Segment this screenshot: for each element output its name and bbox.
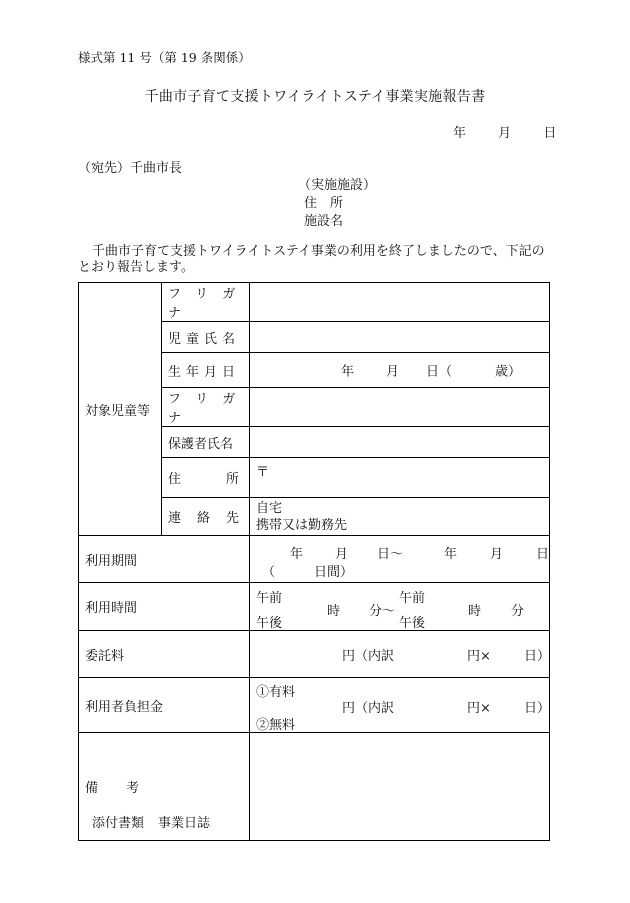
fee-label: 委託料	[79, 631, 250, 678]
date-year: 年	[453, 126, 467, 141]
facility-name-label: 施設名	[304, 214, 344, 229]
facility-address-label: 住 所	[304, 196, 344, 211]
time-field[interactable]: 午前 午後 時 分〜 午前 午後 時 分	[250, 583, 550, 631]
birth-date-field[interactable]	[250, 353, 550, 388]
child-furigana-label: フ リ ガ ナ	[162, 283, 250, 322]
time-label: 利用時間	[79, 583, 250, 631]
report-table	[78, 282, 550, 841]
form-number: 様式第 11 号（第 19 条関係）	[78, 50, 251, 65]
remarks-label: 備 考	[79, 733, 250, 841]
child-name-label: 児童氏名	[162, 322, 250, 353]
contact-field[interactable]	[250, 498, 550, 536]
birth-year: 年	[341, 364, 355, 380]
remarks-field[interactable]	[250, 733, 550, 841]
contact-mobile: 携帯又は勤務先	[256, 517, 348, 533]
facility-block	[298, 177, 376, 231]
burden-label: 利用者負担金	[79, 678, 250, 733]
child-furigana-field[interactable]	[250, 283, 550, 322]
attachment-line	[92, 812, 210, 831]
birth-month: 月	[386, 364, 400, 380]
addressee: （宛先）千曲市長	[78, 161, 183, 176]
fee-field[interactable]: 円（内訳 円× 日）	[250, 631, 550, 678]
child-name-field[interactable]	[250, 322, 550, 353]
document-title: 千曲市子育て支援トワイライトステイ事業実施報告書	[144, 89, 486, 105]
intro-text: 千曲市子育て支援トワイライトステイ事業の利用を終了しましたので、下記のとおり報告します。	[78, 244, 545, 275]
burden-free: ②無料	[256, 718, 296, 733]
contact-home: 自宅	[256, 500, 283, 516]
period-days: （ 日間）	[262, 565, 354, 580]
burden-paid: ①有料	[256, 685, 296, 700]
facility-header: （実施施設）	[298, 178, 377, 193]
attachment-label: 添付書類	[92, 816, 145, 831]
contact-label: 連 絡 先	[162, 498, 250, 536]
date-day: 日	[543, 126, 557, 141]
guardian-furigana-label: フ リ ガ ナ	[162, 388, 250, 427]
period-label: 利用期間	[79, 536, 250, 583]
birth-age: 歳）	[495, 364, 522, 380]
attachment-value: 事業日誌	[158, 816, 211, 831]
guardian-furigana-field[interactable]	[250, 388, 550, 427]
postal-mark: 〒	[256, 465, 270, 480]
date-line	[453, 122, 556, 141]
address-field[interactable]	[250, 458, 550, 498]
date-month: 月	[498, 126, 512, 141]
birth-day: 日（	[426, 364, 453, 380]
burden-field[interactable]: ①有料 円（内訳 円× 日） ②無料	[250, 678, 550, 733]
guardian-name-label: 保護者氏名	[162, 427, 250, 458]
address-label: 住 所	[162, 458, 250, 498]
period-field[interactable]: 年 月 日〜 年 月 日 （ 日間）	[250, 536, 550, 583]
guardian-name-field[interactable]	[250, 427, 550, 458]
child-section-label: 対象児童等	[79, 283, 162, 536]
birth-date-label: 生年月日	[162, 353, 250, 388]
